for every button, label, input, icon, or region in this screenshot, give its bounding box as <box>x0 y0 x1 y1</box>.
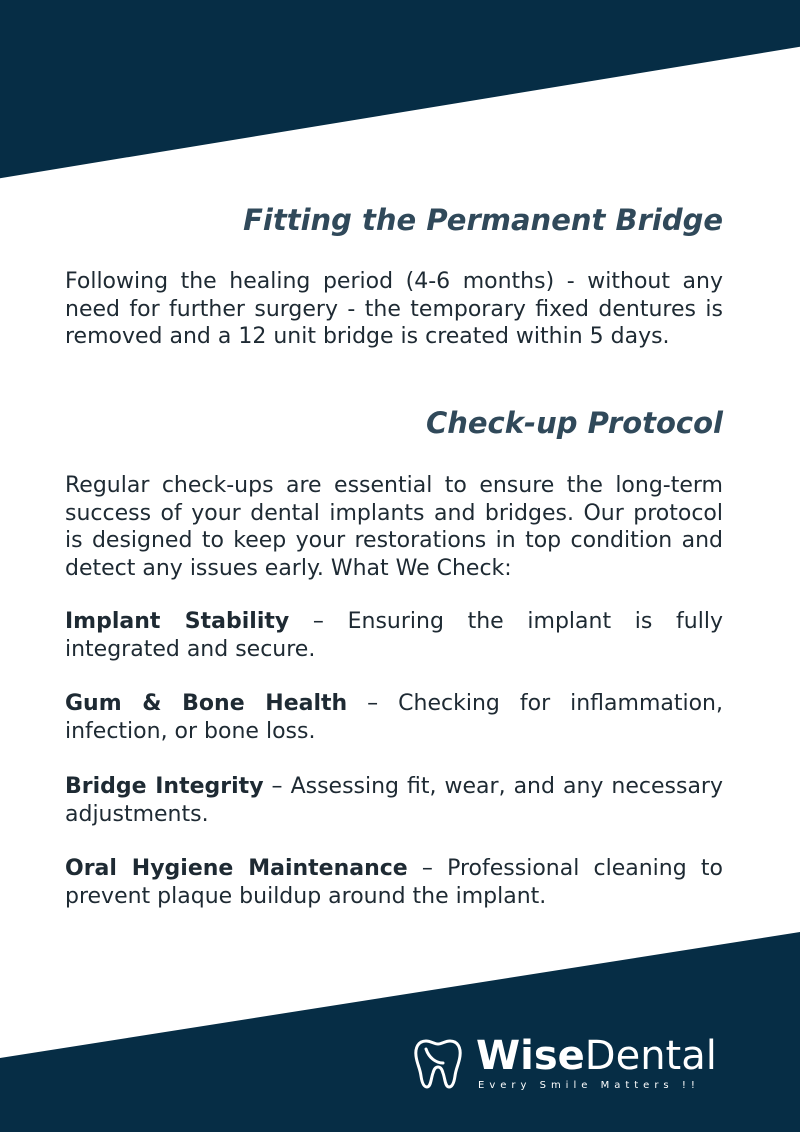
check-item-title: Bridge Integrity <box>65 774 264 799</box>
check-item-gum-bone-health <box>65 690 723 745</box>
check-item-title: Oral Hygiene Maintenance <box>65 856 408 881</box>
check-item-bridge-integrity <box>65 773 723 828</box>
fitting-bridge-paragraph: Following the healing period (4-6 months) - without any need for further surgery - the temporary fixed dentures is removed and a 12 unit bridge is created within 5 days. <box>65 269 723 349</box>
check-item-text: – Ensuring the implant is fully integrated and secure. <box>65 609 723 662</box>
top-corner-band <box>0 0 800 180</box>
logo-tagline: Every Smile Matters !! <box>478 1080 700 1091</box>
logo-name-light: Dental <box>584 1033 717 1079</box>
wise-dental-logo <box>412 1034 757 1094</box>
logo-name-bold: Wise <box>476 1033 585 1079</box>
fitting-bridge-heading: Fitting the Permanent Bridge <box>243 203 723 237</box>
logo-wordmark <box>476 1032 717 1080</box>
check-item-text: – Assessing fit, wear, and any necessary adjustments. <box>65 774 723 827</box>
checkup-protocol-heading: Check-up Protocol <box>425 406 723 440</box>
tooth-icon <box>412 1036 464 1090</box>
check-item-title: Gum & Bone Health <box>65 691 348 716</box>
check-item-implant-stability <box>65 608 723 663</box>
check-item-title: Implant Stability <box>65 609 290 634</box>
check-item-text: – Professional cleaning to prevent plaque buildup around the implant. <box>65 856 723 909</box>
check-item-text: – Checking for inflammation, infection, or bone loss. <box>65 691 723 744</box>
checkup-intro-paragraph: Regular check-ups are essential to ensure the long-term success of your dental implants and bridges. Our protocol is designed to keep your restorations in top condition and detect any issues early. What We Check: <box>65 473 723 581</box>
check-item-oral-hygiene <box>65 855 723 910</box>
